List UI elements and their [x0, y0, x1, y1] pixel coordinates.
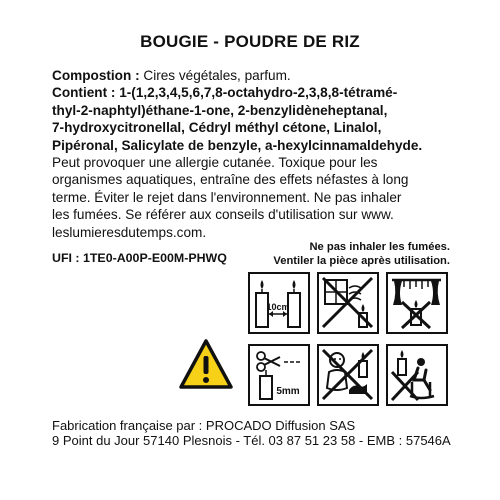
- ufi-code: UFI : 1TE0-A00P-E00M-PHWQ: [52, 251, 227, 265]
- no-unattended-icon: [386, 344, 448, 406]
- contient-line: 1-(1,2,3,4,5,6,7,8-octahydro-2,3,8,8-tétramé-: [115, 85, 398, 101]
- address-line: 9 Point du Jour 57140 Plesnois - Tél. 03 87 51 23 58 - EMB : 57546A: [52, 433, 451, 448]
- no-curtains-icon: [386, 272, 448, 334]
- composition-value: Cires végétales, parfum.: [139, 68, 291, 83]
- inhale-warning: [273, 241, 450, 268]
- safety-pictograms: [248, 272, 448, 408]
- warning-line: organismes aquatiques, entraîne des effets néfastes à long: [52, 172, 409, 188]
- contient-block: [52, 84, 452, 154]
- warning-block: [52, 154, 452, 241]
- manufacturer-line: Fabrication française par : PROCADO Diffusion SAS: [52, 418, 356, 433]
- composition-label: Compostion :: [52, 68, 140, 83]
- product-title: BOUGIE - POUDRE DE RIZ: [140, 32, 360, 51]
- contient-line: thyl-2-naphtyl)éthane-1-one, 2-benzylidèneheptanal,: [52, 102, 388, 118]
- inhale-warning-line: Ne pas inhaler les fumées.: [309, 241, 450, 253]
- product-description: [52, 67, 452, 241]
- contient-label: Contient :: [52, 85, 116, 101]
- warning-line: terme. Éviter le rejet dans l'environnement. Ne pas inhaler: [52, 189, 402, 205]
- warning-line: Peut provoquer une allergie cutanée. Toxique pour les: [52, 155, 378, 171]
- composition-line: [52, 67, 452, 84]
- trim-wick-icon: [248, 344, 310, 406]
- hazard-warning-icon: [178, 338, 234, 390]
- manufacturer-footer: [52, 418, 472, 448]
- wick-length-label: 5mm: [276, 386, 300, 397]
- no-draft-window-icon: [317, 272, 379, 334]
- contient-line: Pipéronal, Salicylate de benzyle, a-hexylcinnamaldehyde.: [52, 137, 423, 153]
- contient-line: 7-hydroxycitronellal, Cédryl méthyl cétone, Linalol,: [52, 120, 382, 136]
- two-candles-distance-icon: [248, 272, 310, 334]
- keep-away-children-pets-icon: [317, 344, 379, 406]
- warning-line: les fumées. Se référer aux conseils d'utilisation sur www.: [52, 207, 394, 223]
- distance-label: 10cm: [266, 302, 290, 312]
- warning-line: leslumieresdutemps.com.: [52, 224, 207, 240]
- ventilate-warning-line: Ventiler la pièce après utilisation.: [273, 254, 450, 267]
